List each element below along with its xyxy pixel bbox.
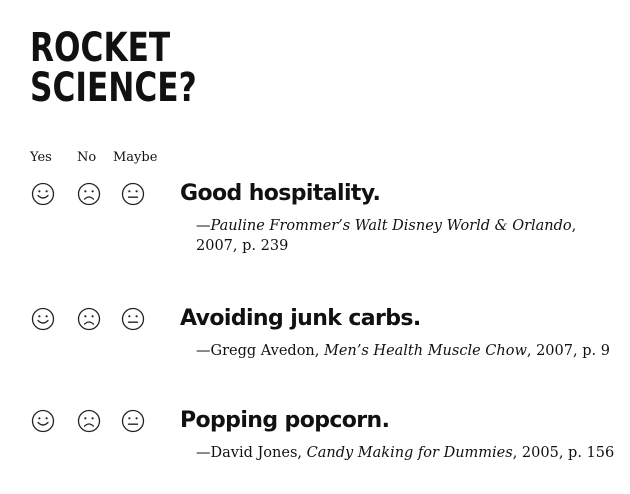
- yes-button[interactable]: [31, 307, 55, 331]
- smiley-face-icon: [31, 409, 55, 433]
- citation: [196, 443, 616, 463]
- citation-book-title: Candy Making for Dummies: [306, 445, 513, 461]
- smiley-face-icon: [31, 182, 55, 206]
- yes-button[interactable]: [31, 409, 55, 433]
- no-button[interactable]: [77, 409, 101, 433]
- answer-header-no: No: [77, 150, 97, 165]
- citation-dash: —: [196, 218, 211, 234]
- maybe-button[interactable]: [121, 409, 145, 433]
- no-button[interactable]: [77, 307, 101, 331]
- page-title-line-2: SCIENCE?: [30, 65, 197, 111]
- no-button[interactable]: [77, 182, 101, 206]
- yes-button[interactable]: [31, 182, 55, 206]
- answer-header-maybe: Maybe: [113, 150, 158, 165]
- citation-details: , 2007, p. 9: [526, 343, 610, 359]
- citation: [196, 341, 616, 361]
- citation-book-title: Men’s Health Muscle Chow: [324, 343, 527, 359]
- neutral-face-icon: [121, 409, 145, 433]
- page-title: [30, 25, 197, 111]
- statement-text: Popping popcorn.: [180, 408, 390, 433]
- neutral-face-icon: [121, 307, 145, 331]
- citation-details: , 2007, p. 239: [196, 218, 577, 254]
- statement-text: Avoiding junk carbs.: [180, 306, 421, 331]
- answer-header-yes: Yes: [30, 150, 52, 165]
- citation-author: Gregg Avedon,: [210, 343, 324, 359]
- smiley-face-icon: [31, 307, 55, 331]
- citation-dash: —: [196, 445, 211, 461]
- maybe-button[interactable]: [121, 307, 145, 331]
- citation-author: David Jones,: [210, 445, 307, 461]
- citation-details: , 2005, p. 156: [512, 445, 615, 461]
- citation-dash: —: [196, 343, 211, 359]
- citation: [196, 216, 616, 256]
- citation-book-title: Pauline Frommer’s Walt Disney World & Orlando: [210, 218, 572, 234]
- frowning-face-icon: [77, 409, 101, 433]
- neutral-face-icon: [121, 182, 145, 206]
- statement-text: Good hospitality.: [180, 181, 381, 206]
- maybe-button[interactable]: [121, 182, 145, 206]
- frowning-face-icon: [77, 307, 101, 331]
- frowning-face-icon: [77, 182, 101, 206]
- page-title-line-1: ROCKET: [30, 25, 171, 71]
